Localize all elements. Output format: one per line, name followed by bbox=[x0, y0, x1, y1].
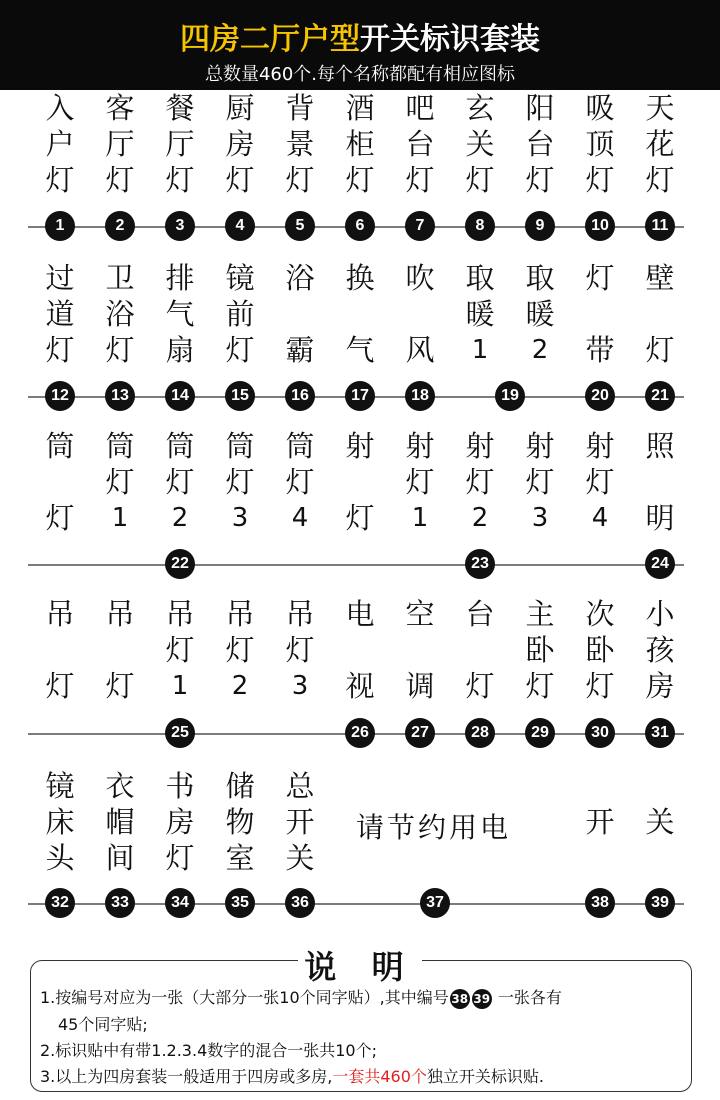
label-char: 卧 bbox=[525, 633, 555, 667]
number-badge: 3 bbox=[165, 211, 195, 241]
label-char: 室 bbox=[225, 841, 255, 875]
label-char: 4 bbox=[591, 503, 609, 533]
number-badge: 27 bbox=[405, 718, 435, 748]
label-char: 筒 bbox=[105, 429, 135, 463]
label-char: 灯 bbox=[105, 669, 135, 703]
label-char: 开 bbox=[285, 805, 315, 839]
label-char: 灯 bbox=[285, 633, 315, 667]
label-char: 吊 bbox=[225, 597, 255, 631]
label-char: 扇 bbox=[165, 333, 195, 367]
label-char: 花 bbox=[645, 127, 675, 161]
label-char: 气 bbox=[165, 297, 195, 331]
label-char: 灯 bbox=[225, 633, 255, 667]
label-char: 吧 bbox=[405, 91, 435, 125]
number-badge: 12 bbox=[45, 381, 75, 411]
label-char: 物 bbox=[225, 805, 255, 839]
number-badge: 32 bbox=[45, 888, 75, 918]
number-badge: 20 bbox=[585, 381, 615, 411]
save-electricity-phrase: 请节约用电 bbox=[356, 811, 512, 844]
label-char: 背 bbox=[285, 91, 315, 125]
label-char: 排 bbox=[165, 261, 195, 295]
label-char: 卫 bbox=[105, 261, 135, 295]
label-char: 射 bbox=[465, 429, 495, 463]
number-badge: 33 bbox=[105, 888, 135, 918]
number-badge: 28 bbox=[465, 718, 495, 748]
number-badge: 38 bbox=[585, 888, 615, 918]
label-char: 厨 bbox=[225, 91, 255, 125]
label-char: 灯 bbox=[645, 163, 675, 197]
label-char: 气 bbox=[345, 333, 375, 367]
label-char: 2 bbox=[171, 503, 189, 533]
label-char: 天 bbox=[645, 91, 675, 125]
label-char: 灯 bbox=[465, 163, 495, 197]
number-badge: 9 bbox=[525, 211, 555, 241]
row-divider bbox=[28, 564, 684, 566]
badge-39-inline: 39 bbox=[472, 989, 492, 1009]
label-char: 衣 bbox=[105, 769, 135, 803]
label-char: 台 bbox=[465, 597, 495, 631]
number-badge: 13 bbox=[105, 381, 135, 411]
number-badge: 29 bbox=[525, 718, 555, 748]
label-char: 3 bbox=[231, 503, 249, 533]
label-char: 1 bbox=[171, 671, 189, 701]
label-char: 灯 bbox=[45, 163, 75, 197]
label-char: 灯 bbox=[585, 261, 615, 295]
label-char: 灯 bbox=[45, 501, 75, 535]
number-badge: 16 bbox=[285, 381, 315, 411]
number-badge: 10 bbox=[585, 211, 615, 241]
label-char: 景 bbox=[285, 127, 315, 161]
label-char: 筒 bbox=[45, 429, 75, 463]
label-char: 灯 bbox=[165, 633, 195, 667]
number-badge: 14 bbox=[165, 381, 195, 411]
label-char: 头 bbox=[45, 841, 75, 875]
label-char: 吊 bbox=[285, 597, 315, 631]
label-char: 风 bbox=[405, 333, 435, 367]
number-badge: 35 bbox=[225, 888, 255, 918]
label-char: 吊 bbox=[105, 597, 135, 631]
number-badge: 6 bbox=[345, 211, 375, 241]
label-char: 2 bbox=[531, 335, 549, 365]
total-count-highlight: 一套共460个 bbox=[332, 1067, 427, 1086]
label-char: 房 bbox=[225, 127, 255, 161]
label-char: 1 bbox=[411, 503, 429, 533]
number-badge: 37 bbox=[420, 888, 450, 918]
number-badge: 8 bbox=[465, 211, 495, 241]
label-char: 房 bbox=[165, 805, 195, 839]
label-char: 暖 bbox=[525, 297, 555, 331]
label-char: 筒 bbox=[165, 429, 195, 463]
label-char: 射 bbox=[405, 429, 435, 463]
label-char: 浴 bbox=[105, 297, 135, 331]
label-char: 灯 bbox=[105, 163, 135, 197]
number-badge: 34 bbox=[165, 888, 195, 918]
note-1: 1.按编号对应为一张（大部分一张10个同字贴）,其中编号 38 39 一张各有 bbox=[40, 988, 562, 1007]
label-char: 总 bbox=[285, 769, 315, 803]
label-char: 1 bbox=[111, 503, 129, 533]
label-char: 筒 bbox=[225, 429, 255, 463]
label-char: 灯 bbox=[225, 163, 255, 197]
label-char: 灯 bbox=[165, 841, 195, 875]
number-badge: 17 bbox=[345, 381, 375, 411]
label-char: 灯 bbox=[345, 501, 375, 535]
number-badge: 30 bbox=[585, 718, 615, 748]
label-char: 间 bbox=[105, 841, 135, 875]
label-char: 射 bbox=[525, 429, 555, 463]
number-badge: 7 bbox=[405, 211, 435, 241]
label-char: 客 bbox=[105, 91, 135, 125]
number-badge: 1 bbox=[45, 211, 75, 241]
label-char: 灯 bbox=[105, 465, 135, 499]
label-char: 关 bbox=[285, 841, 315, 875]
label-char: 灯 bbox=[225, 333, 255, 367]
label-char: 空 bbox=[405, 597, 435, 631]
label-char: 床 bbox=[45, 805, 75, 839]
label-char: 台 bbox=[525, 127, 555, 161]
badge-38-inline: 38 bbox=[450, 989, 470, 1009]
label-char: 调 bbox=[405, 669, 435, 703]
label-char: 带 bbox=[585, 333, 615, 367]
number-badge: 24 bbox=[645, 549, 675, 579]
number-badge: 4 bbox=[225, 211, 255, 241]
note-2: 2.标识贴中有带1.2.3.4数字的混合一张共10个; bbox=[40, 1041, 377, 1060]
label-char: 吸 bbox=[585, 91, 615, 125]
label-char: 小 bbox=[645, 597, 675, 631]
label-char: 阳 bbox=[525, 91, 555, 125]
title-highlight: 四房二厅户型 bbox=[180, 22, 360, 57]
label-char: 2 bbox=[471, 503, 489, 533]
label-char: 灯 bbox=[525, 465, 555, 499]
number-badge: 23 bbox=[465, 549, 495, 579]
number-badge: 21 bbox=[645, 381, 675, 411]
label-char: 台 bbox=[405, 127, 435, 161]
number-badge: 11 bbox=[645, 211, 675, 241]
label-char: 1 bbox=[471, 335, 489, 365]
label-char: 前 bbox=[225, 297, 255, 331]
label-char: 顶 bbox=[585, 127, 615, 161]
label-char: 筒 bbox=[285, 429, 315, 463]
label-char: 书 bbox=[165, 769, 195, 803]
label-char: 2 bbox=[231, 671, 249, 701]
label-char: 霸 bbox=[285, 333, 315, 367]
number-badge: 26 bbox=[345, 718, 375, 748]
page-title bbox=[0, 14, 720, 58]
label-char: 灯 bbox=[105, 333, 135, 367]
label-char: 关 bbox=[645, 805, 675, 839]
label-char: 浴 bbox=[285, 261, 315, 295]
label-char: 主 bbox=[525, 597, 555, 631]
label-char: 射 bbox=[585, 429, 615, 463]
number-badge: 22 bbox=[165, 549, 195, 579]
number-badge: 25 bbox=[165, 718, 195, 748]
header-banner bbox=[0, 0, 720, 90]
label-char: 房 bbox=[645, 669, 675, 703]
label-char: 酒 bbox=[345, 91, 375, 125]
label-char: 镜 bbox=[225, 261, 255, 295]
label-char: 开 bbox=[585, 805, 615, 839]
label-char: 明 bbox=[645, 501, 675, 535]
number-badge: 5 bbox=[285, 211, 315, 241]
label-char: 灯 bbox=[345, 163, 375, 197]
label-char: 射 bbox=[345, 429, 375, 463]
number-badge: 2 bbox=[105, 211, 135, 241]
label-char: 帽 bbox=[105, 805, 135, 839]
label-char: 孩 bbox=[645, 633, 675, 667]
label-char: 取 bbox=[465, 261, 495, 295]
title-rest: 开关标识套装 bbox=[360, 22, 540, 57]
label-char: 灯 bbox=[405, 465, 435, 499]
label-char: 关 bbox=[465, 127, 495, 161]
explanation-title: 说 明 bbox=[0, 942, 720, 988]
label-char: 灯 bbox=[525, 163, 555, 197]
note-1-cont: 45个同字贴; bbox=[58, 1015, 148, 1034]
label-char: 灯 bbox=[285, 465, 315, 499]
label-char: 灯 bbox=[525, 669, 555, 703]
label-char: 灯 bbox=[465, 669, 495, 703]
label-char: 灯 bbox=[165, 163, 195, 197]
page-subtitle: 总数量460个.每个名称都配有相应图标 bbox=[204, 64, 516, 85]
label-char: 灯 bbox=[585, 163, 615, 197]
label-char: 次 bbox=[585, 597, 615, 631]
label-char: 灯 bbox=[465, 465, 495, 499]
label-char: 壁 bbox=[645, 261, 675, 295]
label-char: 镜 bbox=[45, 769, 75, 803]
label-char: 厅 bbox=[105, 127, 135, 161]
label-char: 灯 bbox=[45, 669, 75, 703]
number-badge: 36 bbox=[285, 888, 315, 918]
label-char: 吊 bbox=[45, 597, 75, 631]
label-char: 视 bbox=[345, 669, 375, 703]
label-char: 暖 bbox=[465, 297, 495, 331]
label-char: 吹 bbox=[405, 261, 435, 295]
label-char: 餐 bbox=[165, 91, 195, 125]
label-char: 户 bbox=[45, 127, 75, 161]
label-char: 3 bbox=[531, 503, 549, 533]
label-char: 卧 bbox=[585, 633, 615, 667]
label-char: 灯 bbox=[165, 465, 195, 499]
label-char: 3 bbox=[291, 671, 309, 701]
label-char: 灯 bbox=[585, 669, 615, 703]
label-char: 灯 bbox=[225, 465, 255, 499]
label-char: 道 bbox=[45, 297, 75, 331]
label-char: 柜 bbox=[345, 127, 375, 161]
label-char: 取 bbox=[525, 261, 555, 295]
label-char: 灯 bbox=[405, 163, 435, 197]
number-badge: 31 bbox=[645, 718, 675, 748]
label-char: 灯 bbox=[285, 163, 315, 197]
label-char: 灯 bbox=[45, 333, 75, 367]
label-char: 吊 bbox=[165, 597, 195, 631]
label-char: 玄 bbox=[465, 91, 495, 125]
label-char: 电 bbox=[345, 597, 375, 631]
label-char: 入 bbox=[45, 91, 75, 125]
note-3: 3.以上为四房套装一般适用于四房或多房,一套共460个独立开关标识贴. bbox=[40, 1067, 544, 1086]
label-char: 储 bbox=[225, 769, 255, 803]
label-char: 灯 bbox=[585, 465, 615, 499]
number-badge: 19 bbox=[495, 381, 525, 411]
label-char: 换 bbox=[345, 261, 375, 295]
number-badge: 18 bbox=[405, 381, 435, 411]
number-badge: 39 bbox=[645, 888, 675, 918]
number-badge: 15 bbox=[225, 381, 255, 411]
label-char: 灯 bbox=[645, 333, 675, 367]
label-char: 4 bbox=[291, 503, 309, 533]
label-char: 照 bbox=[645, 429, 675, 463]
label-char: 过 bbox=[45, 261, 75, 295]
label-char: 厅 bbox=[165, 127, 195, 161]
